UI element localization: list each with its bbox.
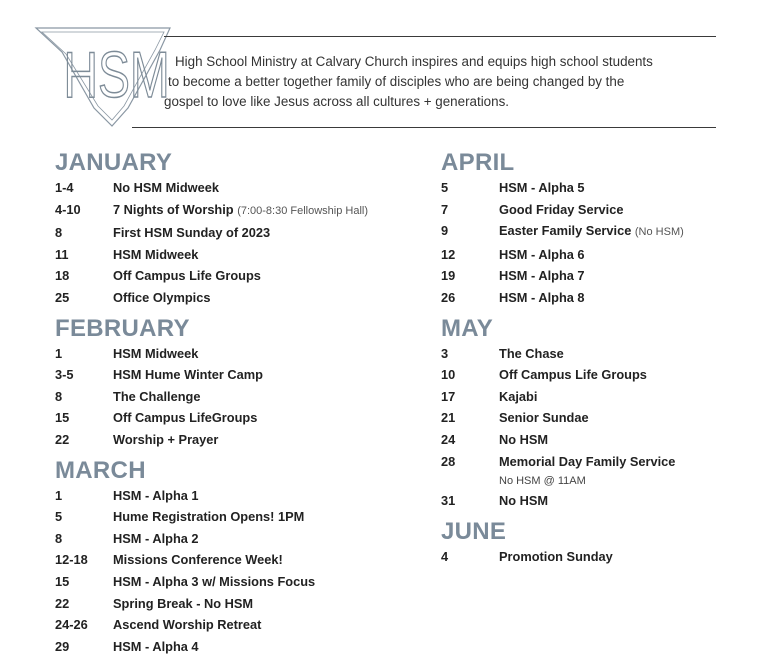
event-date: 8 (55, 225, 63, 241)
event-row (441, 244, 684, 266)
schedule-column-left (55, 151, 368, 665)
event-row (441, 265, 684, 287)
event-title-wrap (499, 451, 675, 473)
event-title-wrap (499, 220, 684, 244)
event-title: HSM - Alpha 8 (499, 289, 585, 305)
event-title: Kajabi (499, 388, 538, 404)
event-note: (No HSM) (634, 226, 684, 239)
event-row (55, 177, 368, 199)
event-row (55, 485, 368, 507)
intro-line: gospel to love like Jesus across all cultures + generations. (164, 94, 509, 109)
event-row (55, 636, 368, 658)
event-title-wrap (113, 386, 200, 408)
event-title: Missions Conference Week! (113, 552, 283, 568)
event-title: HSM - Alpha 4 (113, 638, 199, 654)
event-row (55, 571, 368, 593)
event-row (55, 614, 368, 636)
event-date: 15 (55, 573, 70, 589)
event-title: Senior Sundae (499, 410, 589, 426)
event-row (55, 244, 368, 266)
event-date: 11 (55, 246, 69, 262)
month-heading: MARCH (55, 456, 146, 484)
event-row (441, 177, 684, 199)
intro-paragraph (164, 52, 720, 112)
event-title-wrap (113, 364, 263, 386)
event-title-wrap (499, 244, 585, 266)
event-date: 12 (441, 246, 456, 262)
event-title: First HSM Sunday of 2023 (113, 225, 271, 241)
event-title: Office Olympics (113, 289, 211, 305)
event-row (441, 199, 684, 221)
event-title-wrap (113, 199, 368, 223)
event-date: 22 (55, 431, 70, 447)
event-title: HSM Midweek (113, 345, 199, 361)
event-title: HSM - Alpha 3 w/ Missions Focus (113, 573, 316, 589)
event-date: 31 (441, 493, 456, 509)
event-title: HSM - Alpha 5 (499, 180, 585, 195)
event-title: Easter Family Service (499, 223, 632, 239)
event-date: 5 (441, 180, 449, 195)
month-heading: FEBRUARY (55, 314, 190, 342)
event-title-wrap (113, 485, 199, 507)
event-title-wrap (113, 429, 218, 451)
event-title-wrap (499, 287, 585, 309)
event-date: 10 (441, 367, 456, 383)
event-title: HSM Midweek (113, 246, 199, 262)
event-title-wrap (113, 571, 315, 593)
event-date: 1 (55, 487, 63, 503)
event-row (441, 386, 684, 408)
event-title: Memorial Day Family Service (499, 453, 676, 469)
event-date: 3 (441, 345, 449, 361)
event-title: HSM - Alpha 7 (499, 268, 585, 284)
event-title-wrap (113, 343, 198, 365)
event-date: 29 (55, 638, 70, 654)
event-date: 7 (441, 201, 449, 217)
month-heading: JANUARY (55, 149, 173, 176)
event-row (441, 343, 684, 365)
event-row (441, 220, 684, 244)
event-title-wrap (499, 199, 623, 221)
event-row (55, 199, 368, 223)
event-title-wrap (113, 177, 219, 199)
schedule-column-right (441, 151, 684, 575)
event-date: 5 (55, 509, 63, 525)
month-section-march (55, 456, 368, 658)
event-title: Off Campus LifeGroups (113, 410, 258, 426)
event-title-wrap (113, 506, 304, 528)
event-date: 9 (441, 223, 449, 239)
event-title-wrap (113, 407, 257, 429)
event-date: 24 (441, 431, 456, 447)
event-row (441, 429, 684, 451)
event-date: 19 (441, 268, 456, 284)
event-row (55, 343, 368, 365)
event-title-wrap (499, 343, 564, 365)
event-date: 1 (55, 345, 63, 361)
event-title: No HSM (499, 493, 549, 509)
event-title-wrap (113, 244, 198, 266)
event-title-wrap (499, 546, 613, 568)
month-heading: MAY (441, 314, 494, 342)
event-row (441, 407, 684, 429)
hsm-logo (34, 22, 174, 142)
event-title-wrap (113, 222, 270, 244)
month-section-april (441, 151, 684, 309)
event-date: 8 (55, 388, 63, 404)
event-title-wrap (113, 549, 283, 571)
event-title-wrap (113, 593, 253, 615)
event-date: 25 (55, 289, 70, 305)
hsm-logo-shield-icon (34, 22, 174, 142)
event-row (55, 528, 368, 550)
event-title-wrap (499, 407, 589, 429)
event-row (441, 546, 684, 568)
header-rule-top (164, 36, 716, 37)
event-date: 21 (441, 410, 456, 426)
month-section-february (55, 314, 368, 451)
month-section-january (55, 151, 368, 309)
hsm-logo-text: HSM (63, 38, 170, 112)
event-row (55, 407, 368, 429)
event-title-wrap (499, 429, 548, 451)
event-date: 12-18 (55, 552, 88, 568)
event-row (55, 364, 368, 386)
event-date: 18 (55, 268, 70, 284)
event-row (55, 593, 368, 615)
event-title-wrap (113, 636, 199, 658)
event-row (441, 364, 684, 386)
event-title: The Chase (499, 345, 564, 361)
event-title-wrap (113, 614, 261, 636)
event-title: No HSM Midweek (113, 180, 219, 195)
event-title-wrap (113, 528, 199, 550)
event-date: 22 (55, 595, 70, 611)
event-date: 4-10 (55, 201, 81, 217)
event-title: Ascend Worship Retreat (113, 617, 262, 633)
event-title: Off Campus Life Groups (499, 367, 647, 383)
event-title-wrap (113, 265, 261, 287)
event-title-wrap (499, 177, 585, 199)
event-subnote: No HSM @ 11AM (499, 475, 586, 488)
event-title-wrap (499, 386, 537, 408)
event-row (441, 490, 684, 512)
event-date: 4 (441, 548, 449, 564)
event-row (55, 265, 368, 287)
event-title: HSM - Alpha 2 (113, 530, 199, 546)
event-title: No HSM (499, 431, 549, 447)
intro-line: High School Ministry at Calvary Church inspires and equips high school students (175, 54, 653, 69)
event-row (55, 506, 368, 528)
event-date: 28 (441, 453, 456, 469)
event-title-wrap (499, 265, 585, 287)
event-row (55, 549, 368, 571)
event-title-wrap (499, 490, 548, 512)
event-row (55, 429, 368, 451)
event-row (55, 386, 368, 408)
event-date: 17 (441, 388, 456, 404)
header-rule-bottom (132, 127, 716, 128)
event-row (55, 287, 368, 309)
event-title: The Challenge (113, 388, 201, 404)
month-heading: APRIL (441, 149, 515, 176)
event-title-wrap (113, 287, 210, 309)
event-row (441, 287, 684, 309)
event-title: Off Campus Life Groups (113, 268, 261, 284)
intro-line: to become a better together family of disciples who are being changed by the (168, 74, 625, 89)
event-date: 3-5 (55, 367, 74, 383)
event-note: (7:00-8:30 Fellowship Hall) (237, 204, 369, 217)
event-date: 1-4 (55, 180, 74, 195)
event-title: Promotion Sunday (499, 548, 613, 564)
event-title: Good Friday Service (499, 201, 624, 217)
event-title: HSM Hume Winter Camp (113, 367, 263, 383)
event-title: HSM - Alpha 1 (113, 487, 199, 503)
event-title: HSM - Alpha 6 (499, 246, 585, 262)
event-row (441, 451, 684, 473)
event-title: 7 Nights of Worship (113, 201, 234, 217)
event-date: 26 (441, 289, 456, 305)
month-section-may (441, 314, 684, 512)
month-heading: JUNE (441, 517, 507, 545)
event-title: Hume Registration Opens! 1PM (113, 509, 305, 525)
event-title: Spring Break - No HSM (113, 595, 254, 611)
event-row (55, 222, 368, 244)
event-date: 15 (55, 410, 70, 426)
event-date: 24-26 (55, 617, 88, 633)
month-section-june (441, 517, 684, 568)
event-title: Worship + Prayer (113, 431, 219, 447)
event-title-wrap (499, 364, 647, 386)
event-date: 8 (55, 530, 63, 546)
